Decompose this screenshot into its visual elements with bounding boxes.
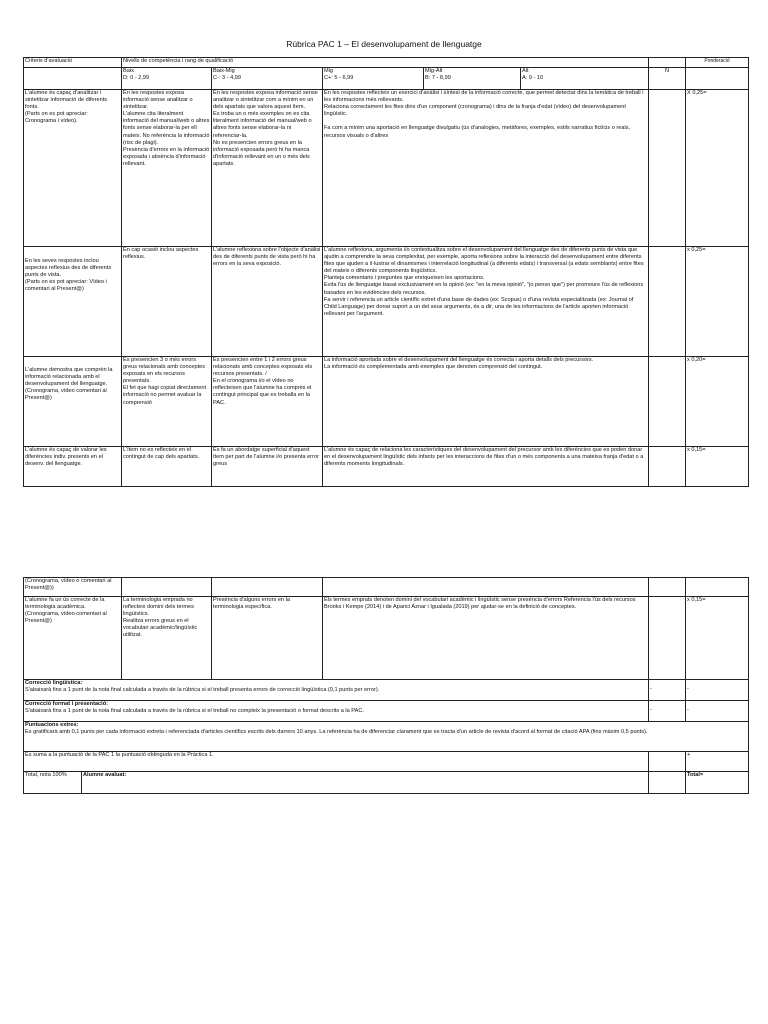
header-row [24, 58, 749, 68]
suma-text: Es suma a la puntuació de la PAC 1 la puntuació obtinguda en la Pràctica 1. [24, 752, 649, 772]
criterion-cell: L'alumne demostra que comprèn la informació relacionada amb el desenvolupament del llenguatge. (Cronograma, vídeo comentari al Present@) [24, 357, 122, 447]
pond-blank [686, 68, 749, 90]
header-ponderacio: Ponderació [686, 58, 749, 68]
mig-alt-cell: La informació aportada sobre el desenvolupament del llenguatge és correcta i aporta detalls dels precursors. La informació és complementada amb exemples que denoten comprensió del contingut. [323, 357, 649, 447]
mig-alt-cell: Els termes emprats denoten domini del vocabulari acadèmic i lingüístic sense presència d'errors Referencia l'ús dels recursos Brooks i Kempe (2014) i de Aparici Aznar i Igualada (2019) per ajudar-se en la definició de conceptes. [323, 597, 649, 680]
pond-cell: X 0,25= [686, 90, 749, 247]
baix-mig-cell: Es fa un abordatge superficial d'aquest ítem per part de l'alumne i/o presenta error greus [212, 447, 323, 487]
n-cell [649, 752, 686, 772]
n-cell [649, 247, 686, 357]
rubric-row-3 [24, 357, 749, 447]
header-n-blank [649, 58, 686, 68]
continued-row [24, 578, 749, 597]
level-alt [521, 68, 649, 90]
level-name: Mig [324, 68, 334, 74]
level-name: Baix-Mig [213, 68, 235, 74]
suma-row [24, 752, 749, 772]
rubric-table-1 [23, 57, 749, 487]
blank-cell [323, 578, 649, 597]
rubric-table-2 [23, 577, 749, 794]
n-cell: - [649, 680, 686, 701]
level-range: C+: 5 - 6,99 [324, 75, 354, 82]
baix-mig-cell: Es presencien entre 1 i 2 errors greus relacionats amb conceptes exposats els recursos presentats. / En el cronograma i/o el vídeo no reflecteixen que l'alumne ha comprès el contingut principal que es treballa en la PAC. [212, 357, 323, 447]
n-header: N [649, 68, 686, 90]
correccio-linguistica-cell [24, 680, 649, 701]
blank-cell [212, 578, 323, 597]
correccio-linguistica-row [24, 680, 749, 701]
level-mig [323, 68, 424, 90]
page-title: Rúbrica PAC 1 – El desenvolupament de llenguatge [286, 39, 482, 49]
blank-cell [686, 578, 749, 597]
correccio-format-title: Correcció format i presentació: [25, 701, 108, 707]
rubric-row-2 [24, 247, 749, 357]
header-criteria: Criteris d'avaluació [24, 58, 122, 68]
pond-cell: - [686, 680, 749, 701]
n-cell [649, 90, 686, 247]
blank-cell [122, 578, 212, 597]
level-baix [122, 68, 212, 90]
baix-cell: Es presencien 3 o més errors greus relacionats amb conceptes exposats en els recursos presentats. El fet que hagi copiat directament informació no permet avaluar la comprensió [122, 357, 212, 447]
level-range: C-: 3 - 4,99 [213, 75, 241, 82]
puntuacions-extres-row [24, 722, 749, 752]
level-name: Baix [123, 68, 134, 74]
level-name: Mig-Alt [425, 68, 443, 74]
rubric-row-4 [24, 447, 749, 487]
terminology-row [24, 597, 749, 680]
puntuacions-extres-text: Es gratificarà amb 0,1 punts per cada informació extreta i referenciada d'articles científics escrits dels darrers 10 anys. La referència ha de diferenciar clarament que es tracta d'un article de revista d'acord al format de citació APA (fins màxim 0,5 punts). [25, 729, 648, 736]
puntuacions-extres-title: Puntuacions extres: [25, 722, 79, 728]
pond-cell: x 0,15= [686, 447, 749, 487]
mig-alt-cell: L'alumne reflexiona, argumenta i/o contextualitza sobre el desenvolupament del llenguatge des de diferents punts de vista que ajudin a comprendre la seva complexitat, per exemple, aporta reflexions sobre la interacció del desenvolupament entre diferents fites que ajuden a il·lustrar el dinamismes i interrelació longitudinal (a diferents edats) i transversal (a edats semblants) entre fites del mateix o diferents components lingüístics. Planteja comentaris i preguntes que enriqueixen les aportacions. Evita l'ús de llenguatge basat exclusivament en la opinió (ex: "en la meva opinió", "jo penso que") per promoure l'ús de reflexions basades en les evidències dels recursos. Fa servir i referencia un article científic extret d'una base de dades (ex: Scopus) o d'una revista especialitzada (ex: Journal of Child Language) per donar suport a un del seus arguments, és a dir, una de les informacions de l'article aporten informació rellevant per l'argument. [323, 247, 649, 357]
criterion-cell: L'alumne és capaç de valorar les diferències indiv. presents en el desenv. del llenguatge. [24, 447, 122, 487]
level-name: Alt [522, 68, 529, 74]
baix-mig-cell: Presència d'alguns errors en la terminologia específica. [212, 597, 323, 680]
correccio-linguistica-text: S'abaixarà fins a 1 punt de la nota final calculada a través de la rúbrica si el treball presenta errors de correcció lingüística (0,1 punts per error). [25, 687, 380, 694]
header-levels: Nivells de competència i rang de qualificació [122, 58, 649, 68]
criterion-cell: En les seves respostes inclou aspectes reflexius des de diferents punts de vista. (Parts on es pot apreciar: Vídeo i comentari al Present@) [24, 247, 122, 357]
n-cell: - [649, 701, 686, 722]
pond-cell: x 0,25= [686, 247, 749, 357]
baix-mig-cell: L'alumne reflexiona sobre l'objecte d'anàlisi des de diferents punts de vista però hi ha errors en la seva exposició. [212, 247, 323, 357]
level-range: A: 9 - 10 [522, 75, 544, 82]
correccio-linguistica-title: Correcció lingüística: [25, 680, 83, 686]
total-row [24, 772, 749, 794]
level-range: D: 0 - 2,99 [123, 75, 150, 82]
baix-cell: La terminologia emprada no reflecteix domini dels termes lingüístics. Realitza errors greus en el vocabulari acadèmic/lingüístic utilitzat. [122, 597, 212, 680]
correccio-format-text: S'abaixarà fins a 1 punt de la nota final calculada a través de la rúbrica si el treball no compleix la presentació o format descrits a la PAC. [25, 708, 364, 715]
baix-cell: En les respostes exposa informació sense analitzar o sintetitzar. L'alumne cita literalment informació del manual/web o altres fonts sense elaborar-la per ell mateix. No referència la informació (risc de plagi). Presència d'errors en la informació exposada i absència d'informació rellevant. [122, 90, 212, 247]
n-cell [649, 772, 686, 794]
correccio-format-cell [24, 701, 649, 722]
levels-blank [24, 68, 122, 90]
pond-cell: - [686, 701, 749, 722]
baix-cell: En cap ocasió inclou aspectes reflexius. [122, 247, 212, 357]
puntuacions-extres-cell [24, 722, 749, 752]
alumne-avaluat: Alumne avaluat: [82, 772, 649, 794]
pond-cell: x 0,20= [686, 357, 749, 447]
baix-cell: L'ítem no es reflecteix en el contingut de cap dels apartats. [122, 447, 212, 487]
criterion-cell: L'alumne fa un ús correcte de la terminologia acadèmica. (Cronograma, vídeo comentari al Present@) [24, 597, 122, 680]
rubric-row-1 [24, 90, 749, 247]
level-mig-alt [424, 68, 521, 90]
n-cell [649, 357, 686, 447]
pond-cell: x 0,15= [686, 597, 749, 680]
pond-cell: + [686, 752, 749, 772]
level-range: B: 7 - 8,99 [425, 75, 451, 82]
level-baix-mig [212, 68, 323, 90]
blank-cell [649, 578, 686, 597]
correccio-format-row [24, 701, 749, 722]
criterion-cell: L'alumne és capaç d'analitzar i sintetitzar informació de diferents fonts. (Parts on es pot apreciar: Cronograma i vídeo). [24, 90, 122, 247]
baix-mig-cell: En les respostes exposa informació sense analitzar o sintetitzar com a mínim en un dels apartats que valora aquest ítem. Es troba un o més exemples on es cita literalment informació del manual/web o altres fonts sense elaborar-la ni referenciar-la. No es presencien errors greus en la informació exposada però hi ha manca d'informació rellevant en un o més dels apartats. [212, 90, 323, 247]
levels-row [24, 68, 749, 90]
n-cell [649, 597, 686, 680]
total-pond: Total= [686, 772, 749, 794]
mig-alt-cell: L'alumne és capaç de relaciona les característiques del desenvolupament del precursor amb les diferències que es poden donar en el desenvolupament lingüístic dels infants per les interaccions de fites d'un o més components a una mateixa franja d'edat o a diferents moments longitudinals. [323, 447, 649, 487]
total-label: Total, nota 100% [24, 772, 82, 794]
continued-criterion: (Cronograma, vídeo o comentari al Present@)) [24, 578, 122, 597]
n-cell [649, 447, 686, 487]
mig-alt-cell: En les respostes reflecteix un exercici d'anàlisi i síntesi de la informació correcte, que permet detectar dins la temàtica de treball i les informacions més rellevants. Relaciona correctament les fites dins d'un component (cronograma) i dins de la franja d'edat (vídeo) del desenvolupament lingüístic. Fa com a mínim una aportació en llenguatge divulgatiu (ús d'analogies, metàfores, exemples, estils narratius fictícis o reals, recursos visuals o d'altres [323, 90, 649, 247]
